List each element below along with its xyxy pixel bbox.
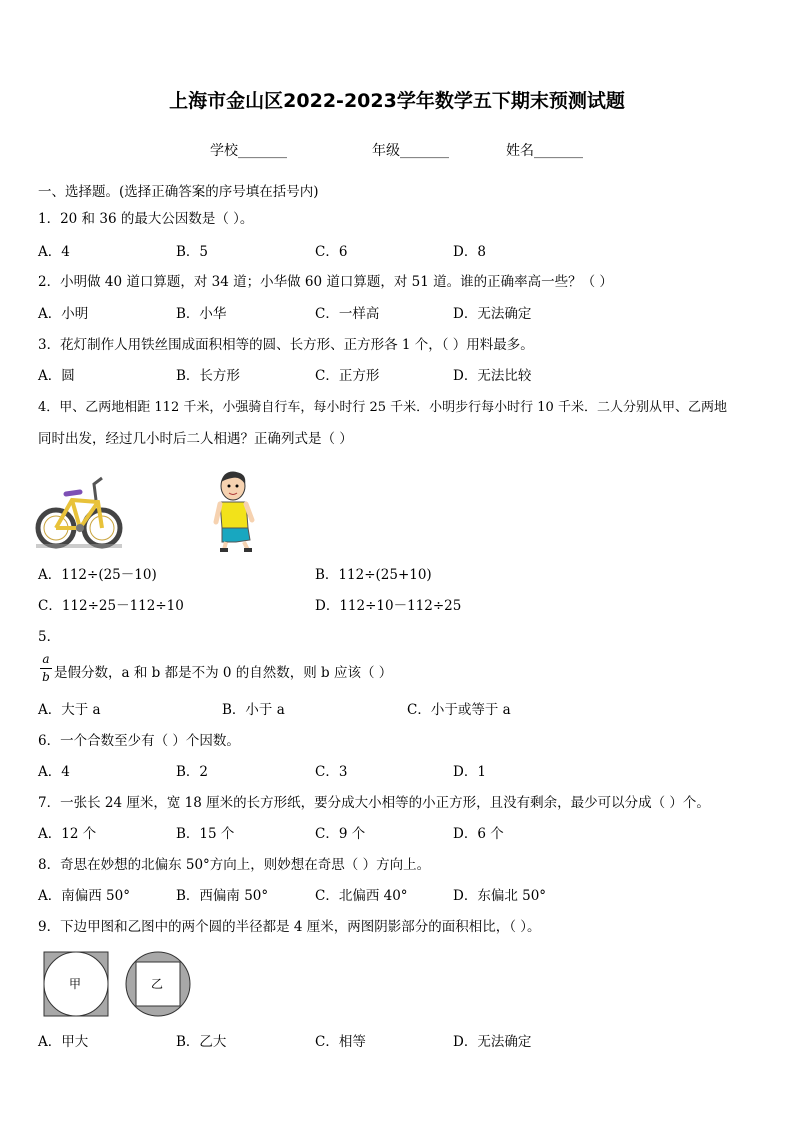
q3-option-c[interactable]: C．正方形: [315, 368, 380, 384]
q2-option-a[interactable]: A．小明: [38, 306, 89, 322]
q4-option-b[interactable]: B．112÷(25+10): [315, 567, 432, 583]
fraction-denominator: b: [42, 670, 50, 684]
question-6: 6．一个合数至少有（ ）个因数。: [38, 733, 240, 749]
question-5-text: 是假分数，a 和 b 都是不为 0 的自然数，则 b 应该（ ）: [54, 665, 393, 681]
q2-option-c[interactable]: C．一样高: [315, 306, 380, 322]
question-4: 4．甲、乙两地相距 112 千米，小强骑自行车，每小时行 25 千米．小明步行每小时行 10 千米．二人分别从甲、乙两地: [38, 400, 727, 415]
bicycle-image: [36, 470, 122, 552]
q3-option-b[interactable]: B．长方形: [176, 368, 240, 384]
q6-option-d[interactable]: D．1: [453, 764, 486, 780]
question-1: 1．20 和 36 的最大公因数是（ ）。: [38, 211, 254, 227]
question-5: 5．: [38, 629, 61, 645]
fraction-numerator: a: [42, 652, 50, 666]
q6-option-c[interactable]: C．3: [315, 764, 348, 780]
q1-option-c[interactable]: C．6: [315, 244, 348, 260]
q8-option-b[interactable]: B．西偏南 50°: [176, 888, 269, 904]
q4-option-c[interactable]: C．112÷25－112÷10: [38, 598, 184, 614]
figure-yi-label: 乙: [151, 977, 164, 991]
q9-option-b[interactable]: B．乙大: [176, 1034, 227, 1050]
question-9: 9．下边甲图和乙图中的两个圆的半径都是 4 厘米，两图阴影部分的面积相比，（ ）。: [38, 919, 541, 935]
q6-option-a[interactable]: A．4: [38, 764, 70, 780]
q4-option-a[interactable]: A．112÷(25－10): [38, 567, 157, 583]
q6-option-b[interactable]: B．2: [176, 764, 209, 780]
grade-field[interactable]: 年级_______: [372, 143, 449, 159]
q1-option-d[interactable]: D．8: [453, 244, 486, 260]
q3-option-d[interactable]: D．无法比较: [453, 368, 532, 384]
q9-option-c[interactable]: C．相等: [315, 1034, 366, 1050]
q7-option-a[interactable]: A．12 个: [38, 826, 97, 842]
section-heading: 一、选择题。(选择正确答案的序号填在括号内): [38, 184, 319, 200]
fraction-a-over-b: [40, 653, 52, 684]
question-8: 8．奇思在妙想的北偏东 50°方向上，则妙想在奇思（ ）方向上。: [38, 857, 431, 873]
q8-option-a[interactable]: A．南偏西 50°: [38, 888, 130, 904]
q5-option-c[interactable]: C．小于或等于 a: [407, 702, 511, 718]
q9-option-d[interactable]: D．无法确定: [453, 1034, 532, 1050]
q4-option-d[interactable]: D．112÷10－112÷25: [315, 598, 462, 614]
q3-option-a[interactable]: A．圆: [38, 368, 75, 384]
name-field[interactable]: 姓名_______: [506, 143, 583, 159]
question-7: 7．一张长 24 厘米，宽 18 厘米的长方形纸，要分成大小相等的小正方形，且没有剩余，最少可以分成（ ）个。: [38, 795, 710, 811]
q8-option-d[interactable]: D．东偏北 50°: [453, 888, 547, 904]
q8-option-c[interactable]: C．北偏西 40°: [315, 888, 408, 904]
q5-option-a[interactable]: A．大于 a: [38, 702, 101, 718]
q5-option-b[interactable]: B．小于 a: [222, 702, 285, 718]
q2-option-d[interactable]: D．无法确定: [453, 306, 532, 322]
figure-jia-label: 甲: [69, 977, 82, 991]
q2-option-b[interactable]: B．小华: [176, 306, 227, 322]
q1-option-b[interactable]: B．5: [176, 244, 209, 260]
q7-option-b[interactable]: B．15 个: [176, 826, 235, 842]
boy-walking-image: [214, 470, 256, 552]
page-title: 上海市金山区2022-2023学年数学五下期末预测试题: [169, 90, 625, 112]
question-4-continued: 同时出发，经过几小时后二人相遇？正确列式是（ ）: [38, 431, 353, 447]
school-field[interactable]: 学校_______: [210, 143, 287, 159]
q7-option-c[interactable]: C．9 个: [315, 826, 366, 842]
q1-option-a[interactable]: A．4: [38, 244, 70, 260]
q7-option-d[interactable]: D．6 个: [453, 826, 504, 842]
question-2: 2．小明做 40 道口算题，对 34 道；小华做 60 道口算题，对 51 道。谁的正确率高一些？（ ）: [38, 274, 613, 290]
q9-option-a[interactable]: A．甲大: [38, 1034, 89, 1050]
question-3: 3．花灯制作人用铁丝围成面积相等的圆、长方形、正方形各 1 个，（ ）用料最多。: [38, 337, 534, 353]
